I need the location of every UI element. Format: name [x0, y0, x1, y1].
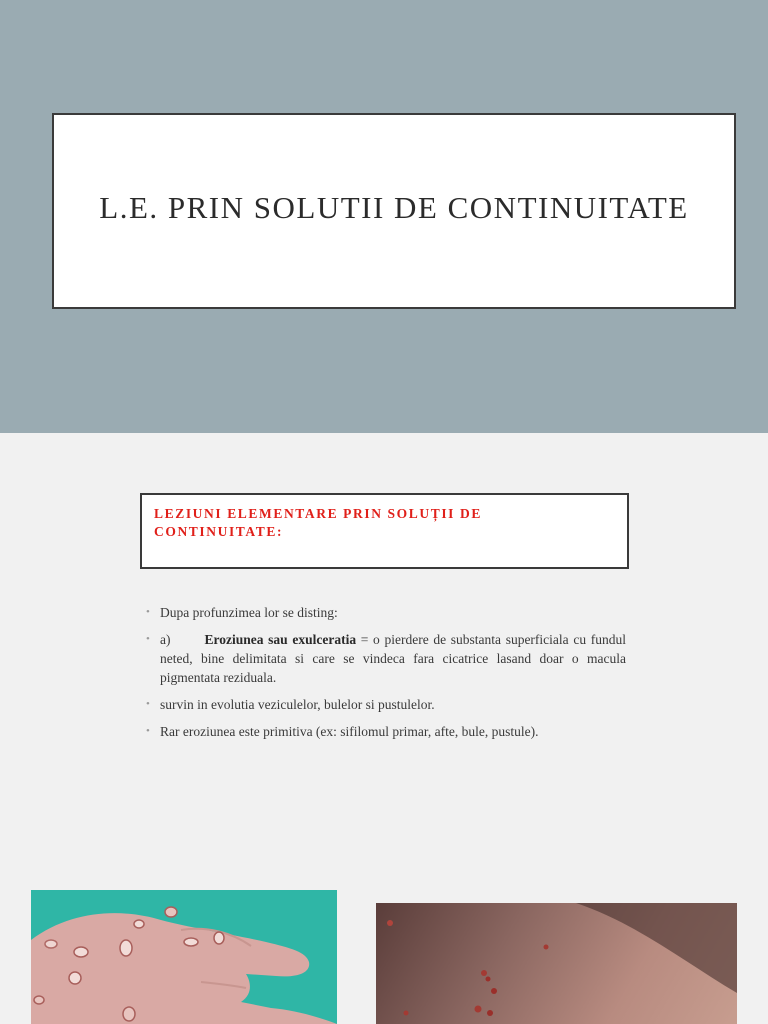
bullet-text: survin in evolutia veziculelor, bulelor si pustulelor.: [160, 697, 435, 712]
skin-erosions-photo: [376, 903, 737, 1024]
bullet-item: [146, 722, 626, 741]
title-slide: [0, 0, 768, 433]
bullet-bold-term: Eroziunea sau exulceratia: [204, 632, 357, 647]
bullet-item: [146, 603, 626, 622]
content-slide: [0, 433, 768, 1024]
bullet-item: [146, 630, 626, 687]
bullet-item: [146, 695, 626, 714]
hand-erosions-photo: [31, 890, 337, 1024]
slide-title: L.E. PRIN SOLUTII DE CONTINUITATE: [99, 190, 689, 225]
bullet-list: [146, 603, 626, 749]
bullet-text: Dupa profunzimea lor se disting:: [160, 605, 338, 620]
bullet-text: = o pierdere de substanta superficiala cu fundul neted, bine delimitata si care se vindeca fara cicatrice lasand doar o macula pigmentata reziduala.: [160, 632, 626, 685]
title-box: [52, 113, 736, 309]
heading-line-2: CONTINUITATE:: [154, 524, 284, 539]
bullet-text: Rar eroziunea este primitiva (ex: sifilomul primar, afte, bule, pustule).: [160, 724, 539, 739]
bullet-prefix: a): [160, 632, 171, 647]
heading-line-1: LEZIUNI ELEMENTARE PRIN SOLUȚII DE: [154, 506, 482, 521]
skin-photo-drawing: [376, 903, 737, 1024]
hand-photo-drawing: [31, 890, 337, 1024]
heading-box: [140, 493, 629, 569]
